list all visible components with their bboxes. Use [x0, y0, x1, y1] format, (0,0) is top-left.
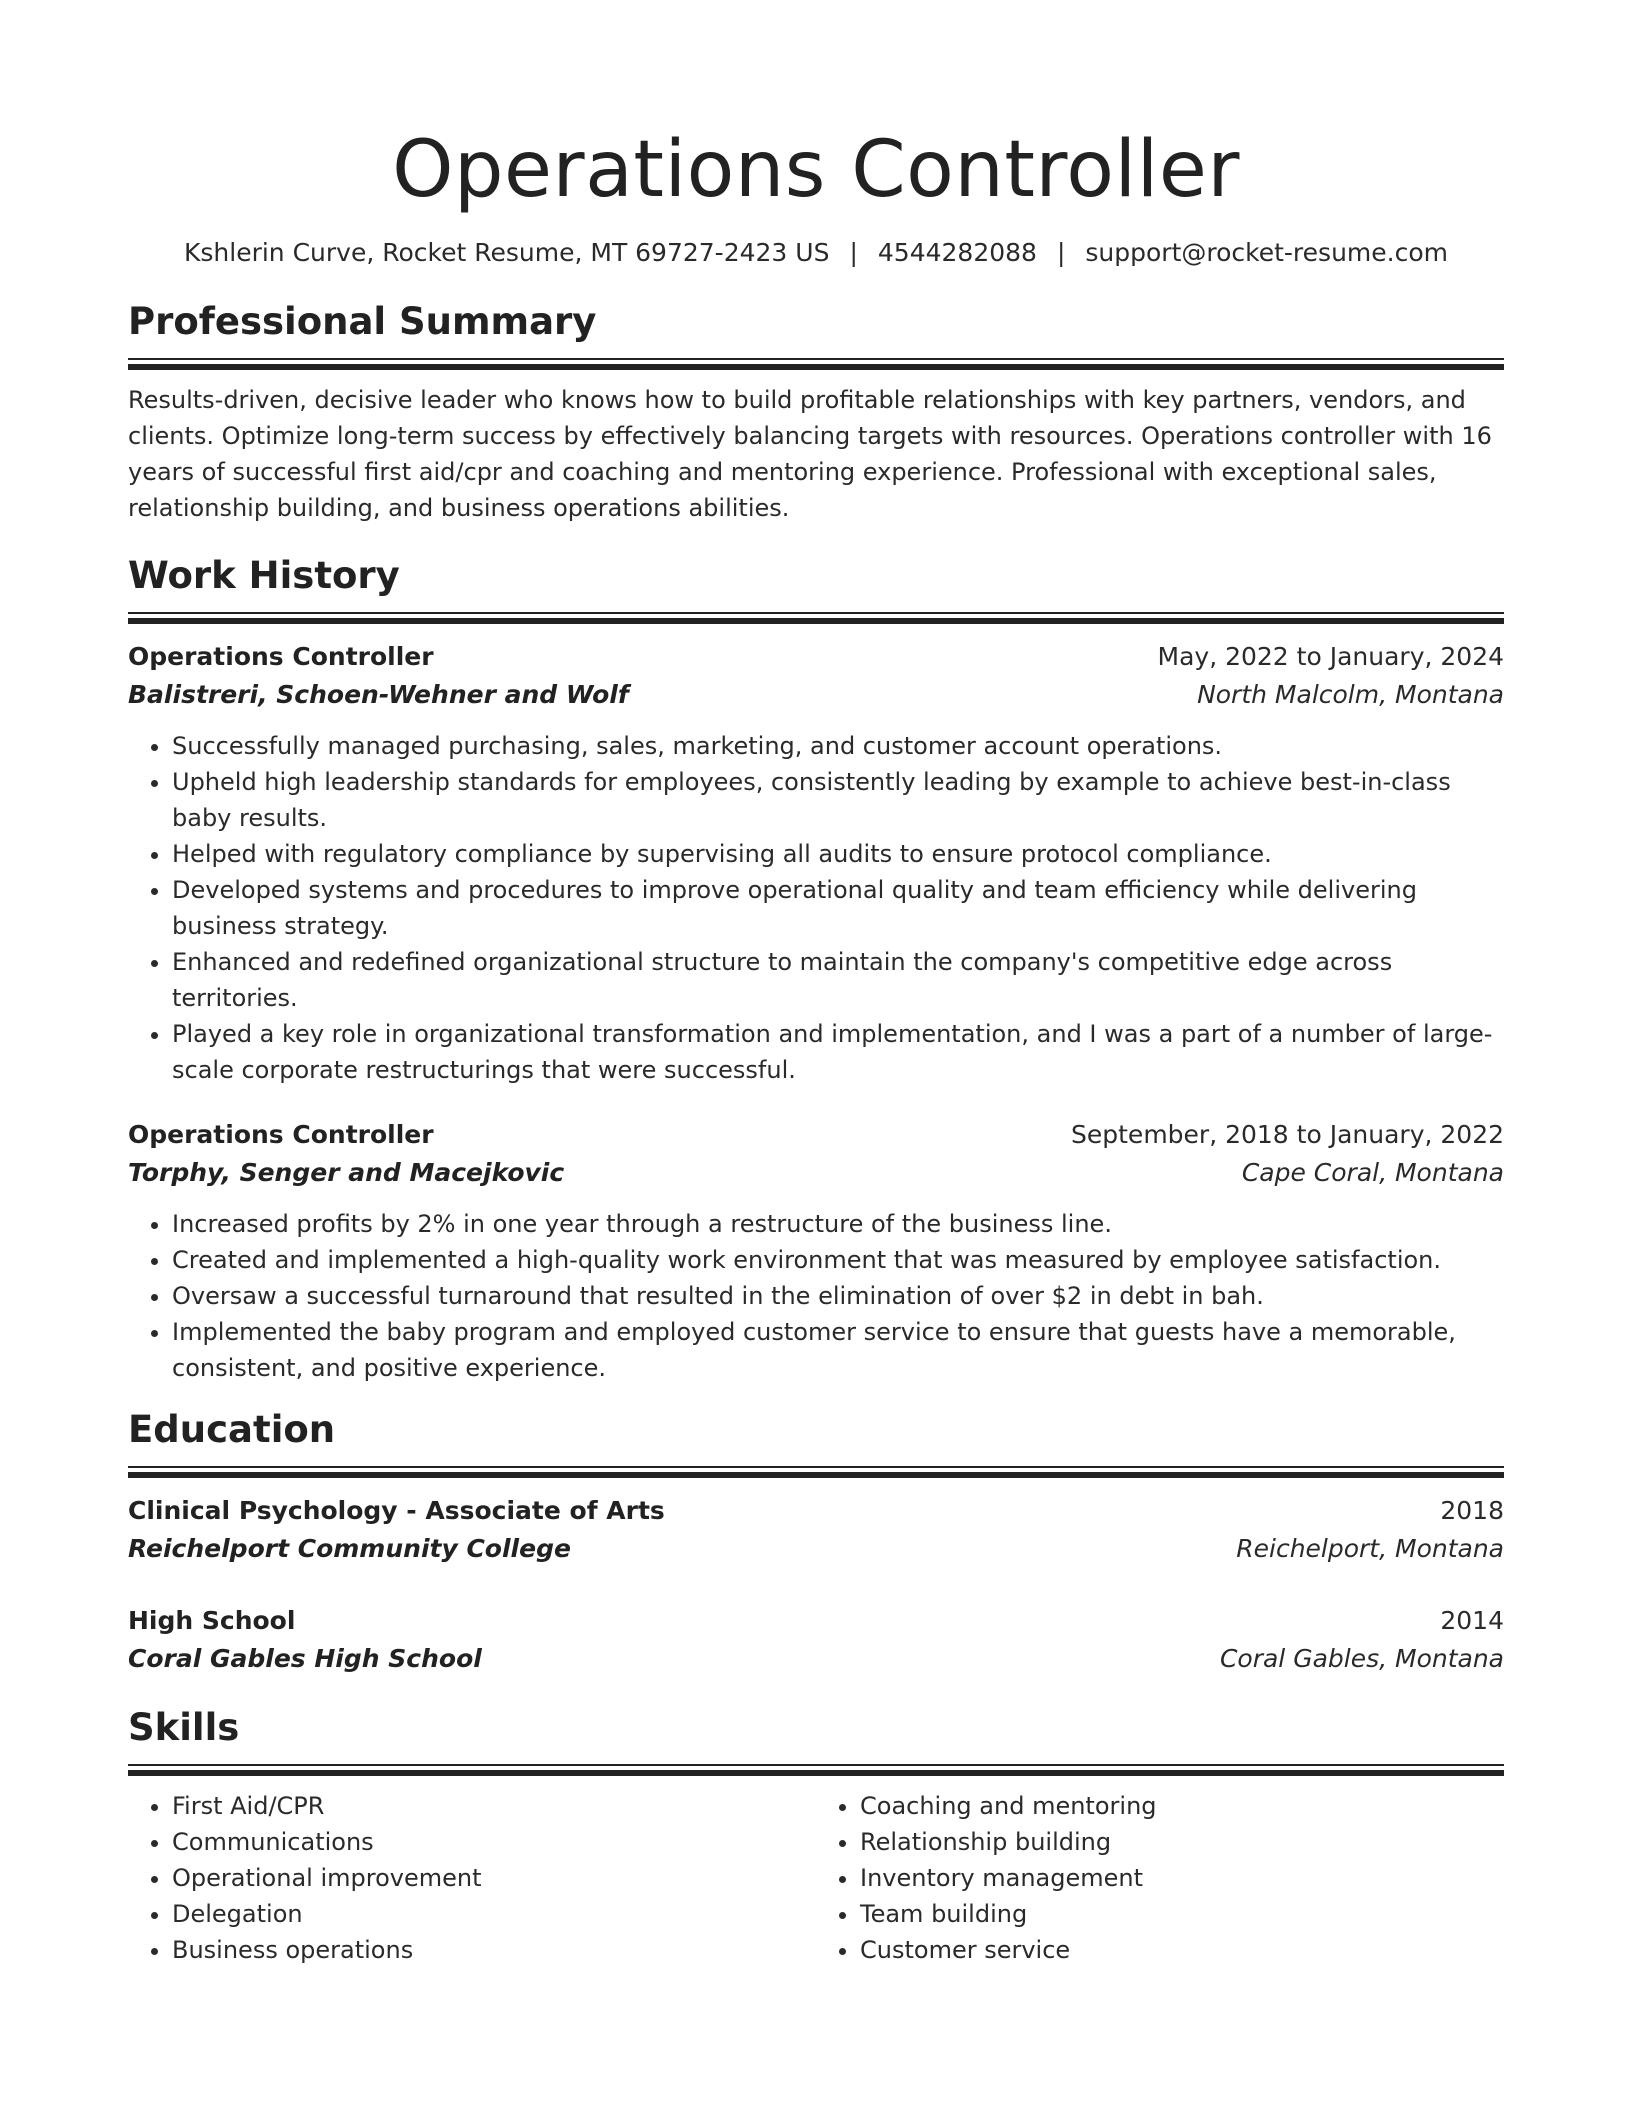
section-title: Skills: [128, 1706, 240, 1749]
education-header-row: [128, 1492, 1504, 1530]
list-item: • Implemented the baby program and employed customer service to ensure that guests have a memorable, consistent, and positive experience.: [172, 1314, 1504, 1386]
contact-separator: |: [849, 238, 858, 267]
section-rule: [128, 1466, 1504, 1478]
section-title: Education: [128, 1408, 336, 1451]
section-rule: [128, 612, 1504, 624]
job-title: Operations Controller: [128, 1120, 434, 1149]
contact-line: [128, 236, 1504, 270]
job-org-row: [128, 676, 1504, 714]
job-title: Operations Controller: [128, 642, 434, 671]
list-item: • Increased profits by 2% in one year through a restructure of the business line.: [172, 1206, 1504, 1242]
skills-right-column: [816, 1788, 1504, 1968]
job-entry: [128, 1116, 1504, 1386]
contact-email: support@rocket-resume.com: [1085, 238, 1448, 267]
list-item: • Developed systems and procedures to improve operational quality and team efficiency while delivering business strategy.: [172, 872, 1504, 944]
job-company: Balistreri, Schoen-Wehner and Wolf: [128, 680, 629, 709]
education-location: Coral Gables, Montana: [1219, 1644, 1504, 1673]
section-summary: [128, 298, 1504, 526]
job-location: North Malcolm, Montana: [1197, 680, 1504, 709]
education-year: 2018: [1440, 1496, 1504, 1525]
resume-name: Operations Controller: [392, 125, 1240, 215]
section-title: Professional Summary: [128, 300, 597, 343]
education-school: Reichelport Community College: [128, 1534, 571, 1563]
list-item: • Created and implemented a high-quality work environment that was measured by employee satisfaction.: [172, 1242, 1504, 1278]
skills-columns: [128, 1788, 1504, 1968]
list-item: • Operational improvement: [172, 1860, 816, 1896]
job-dates: September, 2018 to January, 2022: [1071, 1120, 1504, 1149]
section-title: Work History: [128, 554, 400, 597]
list-item: • Business operations: [172, 1932, 816, 1968]
list-item: • Upheld high leadership standards for employees, consistently leading by example to achieve best-in-class baby results.: [172, 764, 1504, 836]
list-item: • Customer service: [860, 1932, 1504, 1968]
education-school: Coral Gables High School: [128, 1644, 482, 1673]
list-item: • Successfully managed purchasing, sales, marketing, and customer account operations.: [172, 728, 1504, 764]
list-item: • Played a key role in organizational transformation and implementation, and I was a part of a number of large-scale corporate restructurings that were successful.: [172, 1016, 1504, 1088]
education-org-row: [128, 1640, 1504, 1678]
education-year: 2014: [1440, 1606, 1504, 1635]
section-rule: [128, 358, 1504, 370]
section-rule: [128, 1764, 1504, 1776]
section-education: [128, 1406, 1504, 1678]
list-item: • Coaching and mentoring: [860, 1788, 1504, 1824]
job-bullets: [128, 1206, 1504, 1386]
job-header-row: [128, 1116, 1504, 1154]
job-entry: [128, 638, 1504, 1088]
contact-separator: |: [1056, 238, 1066, 267]
list-item: • Team building: [860, 1896, 1504, 1932]
education-location: Reichelport, Montana: [1236, 1534, 1504, 1563]
list-item: • Relationship building: [860, 1824, 1504, 1860]
job-location: Cape Coral, Montana: [1241, 1158, 1504, 1187]
list-item: • Communications: [172, 1824, 816, 1860]
job-bullets: [128, 728, 1504, 1088]
list-item: • First Aid/CPR: [172, 1788, 816, 1824]
job-dates: May, 2022 to January, 2024: [1157, 642, 1504, 671]
list-item: • Enhanced and redefined organizational structure to maintain the company's competitive edge across territories.: [172, 944, 1504, 1016]
education-entry: [128, 1602, 1504, 1678]
job-company: Torphy, Senger and Macejkovic: [128, 1158, 565, 1187]
list-item: • Delegation: [172, 1896, 816, 1932]
contact-phone: 4544282088: [877, 238, 1037, 267]
summary-text: Results-driven, decisive leader who knows how to build profitable relationships with key partners, vendors, and clients. Optimize long-term success by effectively balancing targets with resources. Operations controller with 16 years of successful first aid/cpr and coaching and mentoring experience. Professional with exceptional sales, relationship building, and business operations abilities.: [128, 386, 1492, 522]
education-degree: High School: [128, 1606, 296, 1635]
education-degree: Clinical Psychology - Associate of Arts: [128, 1496, 665, 1525]
education-entry: [128, 1492, 1504, 1568]
education-header-row: [128, 1602, 1504, 1640]
contact-address: Kshlerin Curve, Rocket Resume, MT 69727-2423 US: [183, 238, 830, 267]
section-work-history: [128, 552, 1504, 1386]
skills-left-column: [128, 1788, 816, 1968]
job-header-row: [128, 638, 1504, 676]
job-org-row: [128, 1154, 1504, 1192]
section-skills: [128, 1704, 1504, 1968]
list-item: • Oversaw a successful turnaround that resulted in the elimination of over $2 in debt in bah.: [172, 1278, 1504, 1314]
list-item: • Inventory management: [860, 1860, 1504, 1896]
list-item: • Helped with regulatory compliance by supervising all audits to ensure protocol compliance.: [172, 836, 1504, 872]
education-org-row: [128, 1530, 1504, 1568]
